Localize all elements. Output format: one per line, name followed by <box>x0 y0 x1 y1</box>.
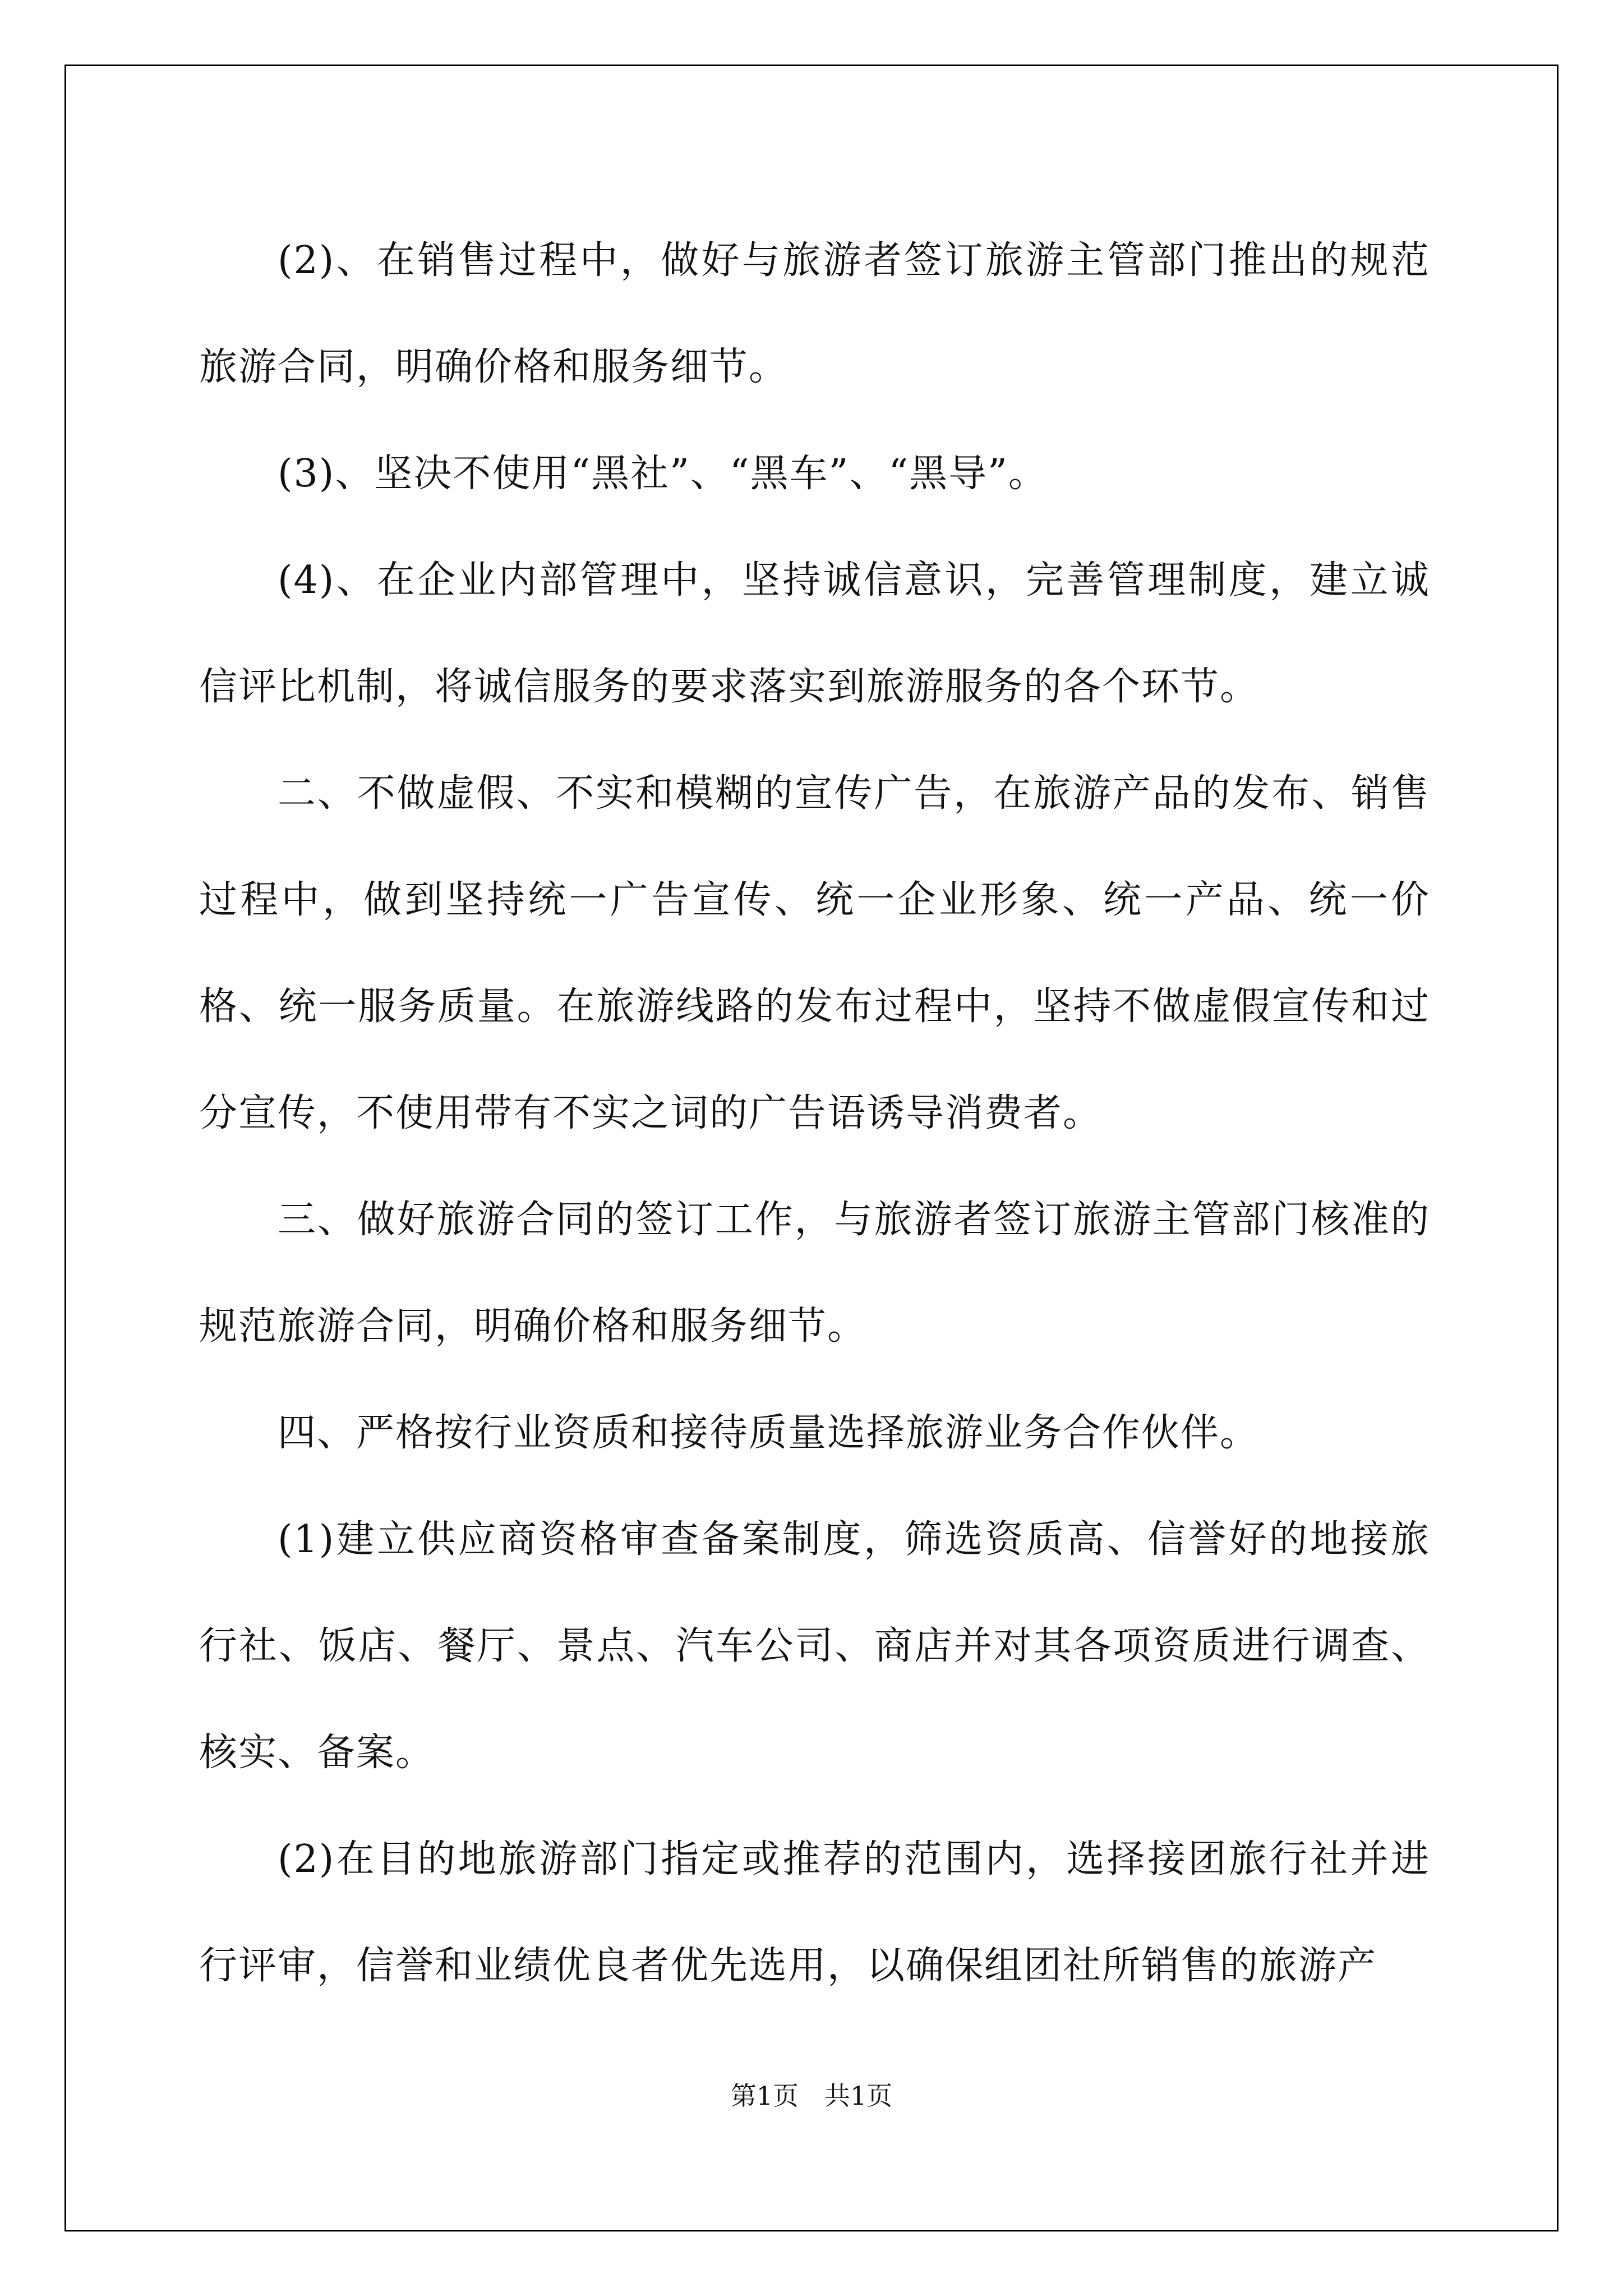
paragraph-advertising: 二、不做虚假、不实和模糊的宣传广告，在旅游产品的发布、销售过程中，做到坚持统一广告宣传、统一企业形象、统一产品、统一价格、统一服务质量。在旅游线路的发布过程中，坚持不做虚假宣传和过分宣传，不使用带有不实之词的广告语诱导消费者。 <box>199 771 1430 1135</box>
paragraph-no-black: (3)、坚决不使用“黑社”、“黑车”、“黑导”。 <box>278 452 1048 496</box>
paragraph-destination-agency: (2)在目的地旅游部门指定或推荐的范围内，选择接团旅行社并进行评审，信誉和业绩优良者优先选用，以确保组团社所销售的旅游产 <box>199 1837 1430 1988</box>
paragraph-contract-signing: 三、做好旅游合同的签订工作，与旅游者签订旅游主管部门核准的规范旅游合同，明确价格和服务细节。 <box>199 1198 1430 1349</box>
document-body <box>199 208 1430 2019</box>
paragraph-internal-management: (4)、在企业内部管理中，坚持诚信意识，完善管理制度，建立诚信评比机制，将诚信服务的要求落实到旅游服务的各个环节。 <box>199 558 1430 709</box>
page-number-footer: 第1页 共1页 <box>730 2081 893 2111</box>
paragraph-sale-contract: (2)、在销售过程中，做好与旅游者签订旅游主管部门推出的规范旅游合同，明确价格和服务细节。 <box>199 238 1430 389</box>
paragraph-partner-selection: 四、严格按行业资质和接待质量选择旅游业务合作伙伴。 <box>278 1411 1260 1455</box>
paragraph-supplier-review: (1)建立供应商资格审查备案制度，筛选资质高、信誉好的地接旅行社、饭店、餐厅、景点、汽车公司、商店并对其各项资质进行调查、核实、备案。 <box>199 1517 1430 1775</box>
